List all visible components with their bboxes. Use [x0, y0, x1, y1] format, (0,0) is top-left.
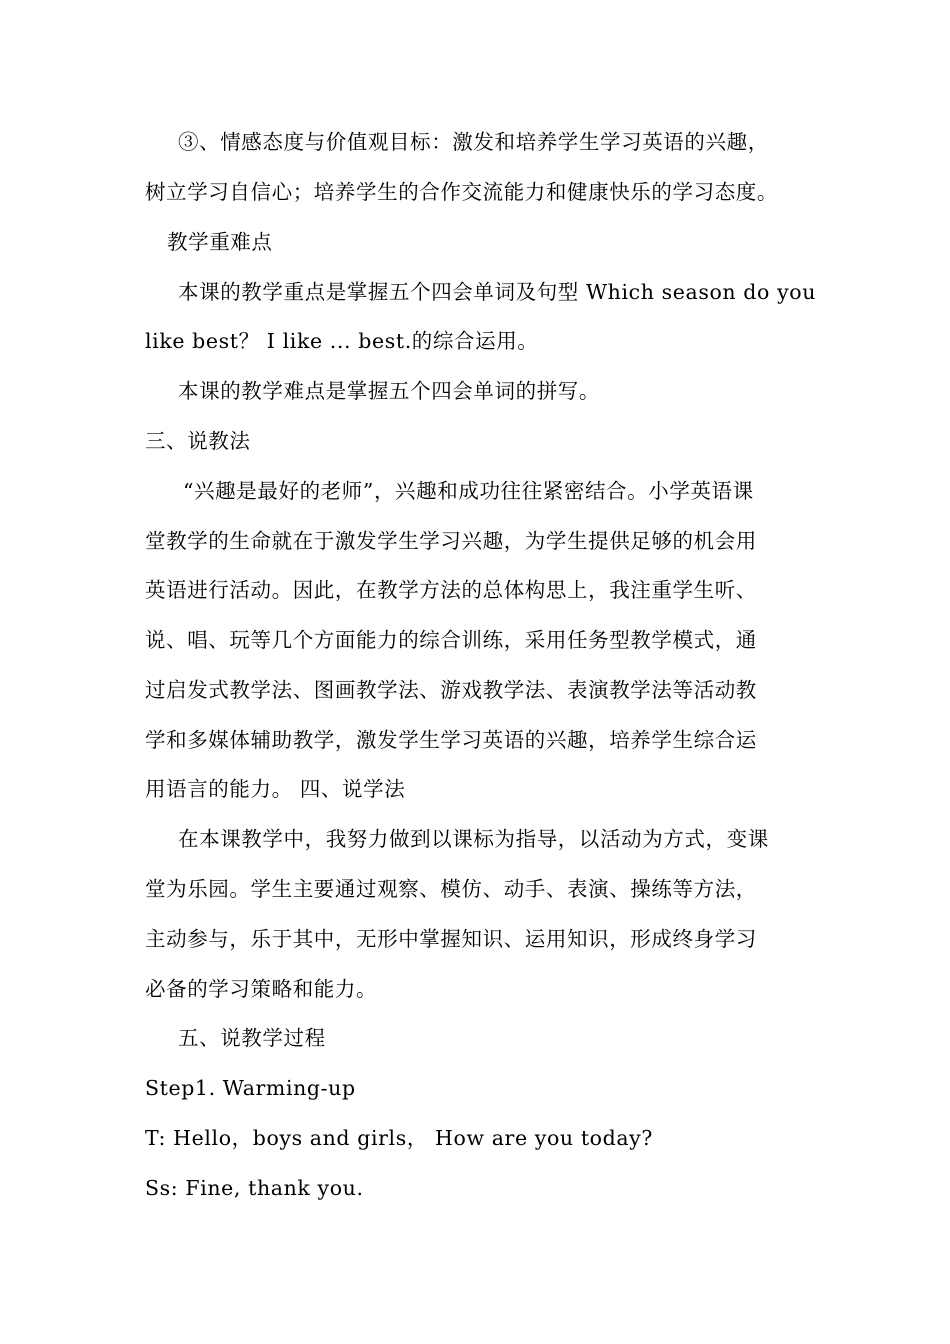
section-heading: 教学重难点	[167, 230, 273, 254]
dialogue-line: T: Hello，boys and girls， How are you today?	[145, 1126, 653, 1150]
paragraph-line: 堂教学的生命就在于激发学生学习兴趣，为学生提供足够的机会用	[145, 529, 757, 553]
paragraph-line: 在本课教学中，我努力做到以课标为指导，以活动为方式，变课	[178, 827, 769, 851]
paragraph-line: 本课的教学重点是掌握五个四会单词及句型 Which season do you	[178, 280, 817, 304]
paragraph-line: “兴趣是最好的老师”，兴趣和成功往往紧密结合。小学英语课	[183, 479, 754, 503]
paragraph-line: 说、唱、玩等几个方面能力的综合训练，采用任务型教学模式，通	[145, 628, 757, 652]
paragraph-line: 用语言的能力。 四、说学法	[145, 777, 406, 801]
paragraph-line: 主动参与，乐于其中，无形中掌握知识、运用知识，形成终身学习	[145, 927, 757, 951]
paragraph-line: ③、情感态度与价值观目标：激发和培养学生学习英语的兴趣，	[178, 130, 769, 154]
section-heading: 三、说教法	[145, 429, 251, 453]
dialogue-line: Ss: Fine, thank you.	[145, 1176, 364, 1200]
paragraph-line: 必备的学习策略和能力。	[145, 977, 378, 1001]
paragraph-line: 学和多媒体辅助教学，激发学生学习英语的兴趣，培养学生综合运	[145, 728, 757, 752]
section-heading: 五、说教学过程	[178, 1026, 326, 1050]
paragraph-line: 树立学习自信心；培养学生的合作交流能力和健康快乐的学习态度。	[145, 180, 778, 204]
paragraph-line: 英语进行活动。因此，在教学方法的总体构思上，我注重学生听、	[145, 578, 757, 602]
step-heading: Step1. Warming-up	[145, 1076, 356, 1100]
paragraph-line: 本课的教学难点是掌握五个四会单词的拼写。	[178, 379, 600, 403]
paragraph-line: 过启发式教学法、图画教学法、游戏教学法、表演教学法等活动教	[145, 678, 757, 702]
paragraph-line: like best？ I like ... best.的综合运用。	[145, 329, 539, 353]
paragraph-line: 堂为乐园。学生主要通过观察、模仿、动手、表演、操练等方法，	[145, 877, 757, 901]
